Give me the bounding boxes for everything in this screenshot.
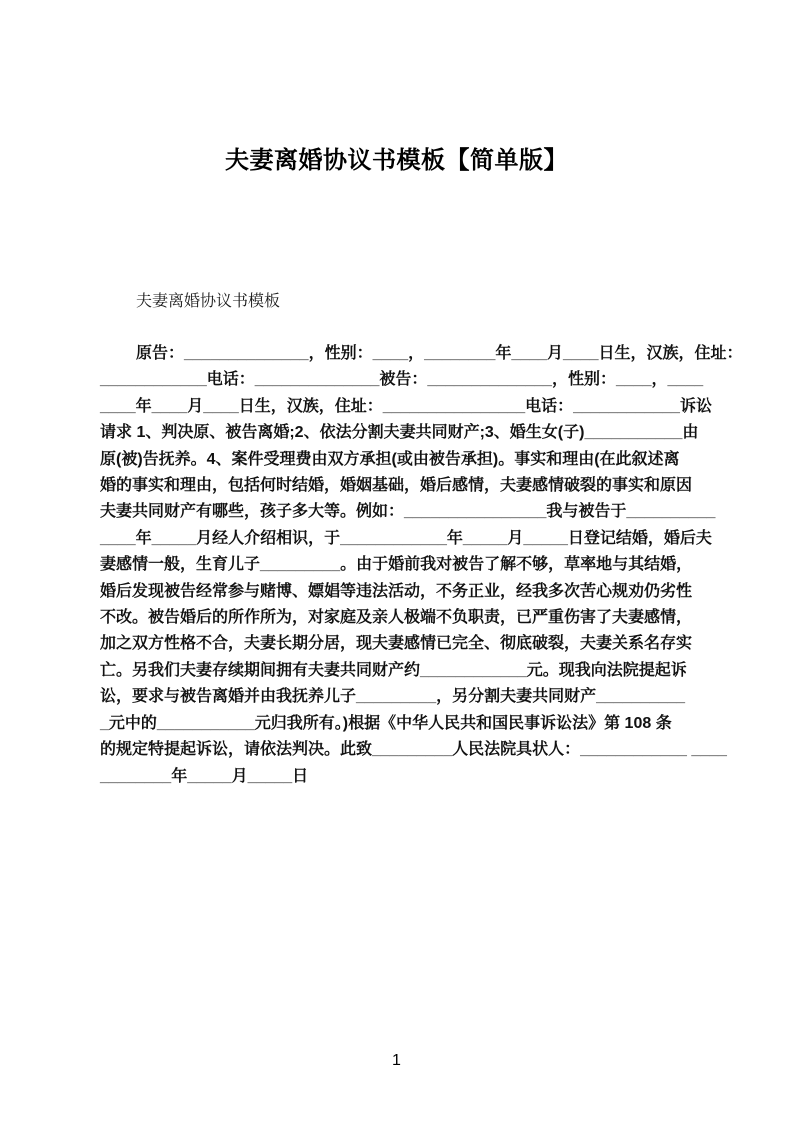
body-line: ____________电话：______________被告：______________，性别：____，____ [100, 371, 704, 389]
document-subtitle: 夫妻离婚协议书模板 [136, 293, 281, 310]
body-line: 原(被)告抚养。4、案件受理费由双方承担(或由被告承担)。事实和理由(在此叙述离 [100, 450, 680, 468]
body-line: ____年_____月经人介绍相识，于____________年_____月_____日登记结婚，婚后夫 [100, 529, 712, 547]
body-line: 原告：______________，性别：____，________年____月____日生，汉族，住址： [136, 345, 743, 362]
document-title: 夫妻离婚协议书模板【简单版】 [225, 147, 568, 174]
body-line: 婚的事实和理由，包括何时结婚，婚姻基础，婚后感情，夫妻感情破裂的事实和原因 [100, 477, 693, 495]
body-line: ____年____月____日生，汉族，住址：________________电话：____________诉讼 [100, 397, 712, 415]
body-line: 妻感情一般，生育儿子_________。由于婚前我对被告了解不够，草率地与其结婚， [100, 556, 693, 574]
body-line: 讼，要求与被告离婚并由我抚养儿子_________，另分割夫妻共同财产__________ [100, 688, 686, 706]
body-line: 请求 1、判决原、被告离婚;2、依法分割夫妻共同财产;3、婚生女(子)___________由 [100, 424, 699, 442]
body-line: 加之双方性格不合，夫妻长期分居，现夫妻感情已完全、彻底破裂，夫妻关系名存实 [100, 635, 693, 653]
body-line: 婚后发现被告经常参与赌博、嫖娼等违法活动，不务正业，经我多次苦心规劝仍劣性 [100, 582, 693, 600]
page-number: 1 [392, 1052, 401, 1069]
document-body [100, 341, 743, 790]
body-line: 亡。另我们夫妻存续期间拥有夫妻共同财产约____________元。现我向法院提起诉 [100, 661, 687, 679]
body-line: _元中的___________元归我所有。)根据《中华人民共和国民事诉讼法》第 108 条 [100, 714, 672, 732]
body-line: 的规定特提起诉讼，请依法判决。此致_________人民法院具状人：____________ ____ [100, 741, 727, 759]
body-line: 不改。被告婚后的所作所为，对家庭及亲人极端不负职责，已严重伤害了夫妻感情， [100, 609, 693, 627]
body-line: ________年_____月_____日 [100, 767, 309, 785]
body-line: 夫妻共同财产有哪些，孩子多大等。例如：________________我与被告于__________ [100, 503, 716, 521]
